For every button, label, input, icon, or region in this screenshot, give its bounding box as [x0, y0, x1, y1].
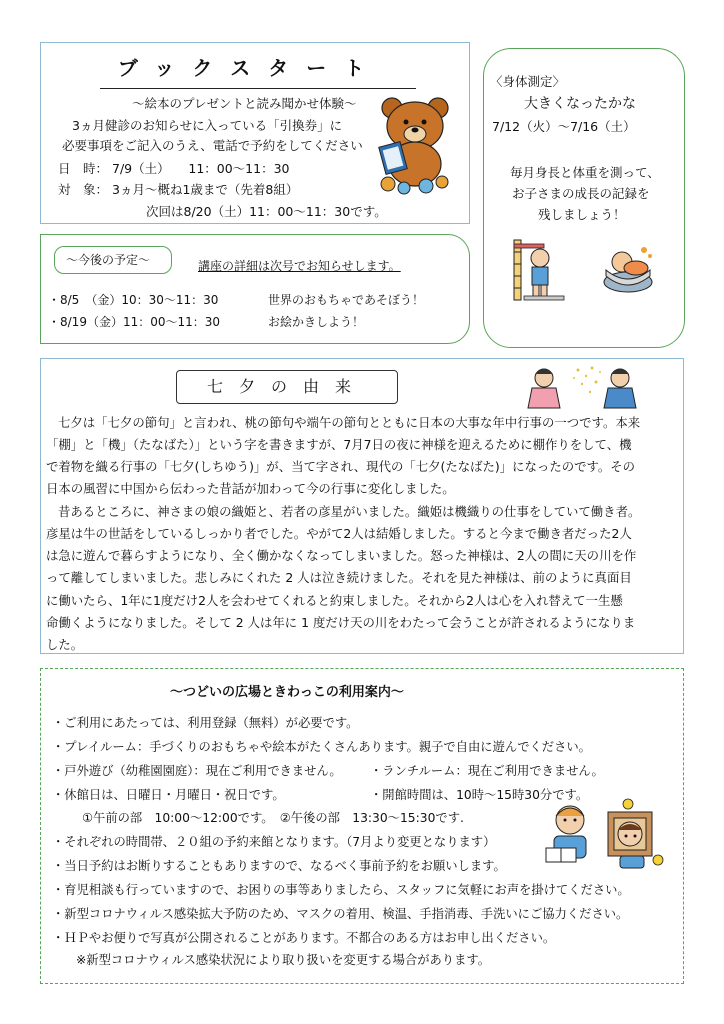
schedule-tag: ～今後の予定～: [66, 253, 151, 267]
height-measuring-child-illustration: [510, 238, 568, 302]
tanabata-line: 彦星は牛の世話をしているしっかり者でした。やがて2人は結婚しました。すると今まで働き者だった2人: [46, 526, 632, 541]
tanabata-line: で着物を織る行事の「七夕(しちゆう)」が、当て字され、現代の「七夕(たなばた)」になったのです。その: [46, 459, 636, 474]
schedule-item-title: お絵かきしよう！: [268, 315, 365, 329]
usage-line: ・ご利用にあたっては、利用登録（無料）が必要です。: [52, 716, 359, 730]
schedule-item-date: ・8/19（金）11：00～11：30: [48, 315, 221, 329]
measurement-desc3: 残しましょう！: [538, 207, 626, 222]
bookstart-date-label: 日 時：: [58, 161, 109, 176]
tanabata-line: って離してしまいました。悲しみにくれた 2 人は泣き続けました。それを見た神様は、前のように真面目: [46, 570, 632, 585]
measurement-desc2: お子さまの成長の記録を: [512, 186, 650, 201]
usage-line: ・休館日は、日曜日・月曜日・祝日です。: [52, 788, 285, 802]
tanabata-line: した。: [46, 637, 84, 652]
tanabata-line: は急に遊んで暮らすようになり、全く働かなくなってしまいました。怒った神様は、2人の間に天の川を作: [46, 548, 637, 563]
usage-note: ※新型コロナウィルス感染状況により取り扱いを変更する場合があります。: [76, 953, 491, 967]
usage-line: ・戸外遊び（幼稚園園庭）：現在ご利用できません。: [52, 764, 342, 778]
bookstart-date-value: 7/9（土） 11：00～11：30: [112, 161, 290, 176]
usage-hours: ①午前の部 10:00～12:00です。 ②午後の部 13:30～15:30です.: [82, 811, 464, 825]
measurement-heading: 〈身体測定〉: [490, 74, 566, 89]
bookstart-line1: 3ヵ月健診のお知らせに入っている「引換券」に: [72, 118, 343, 133]
measurement-desc1: 毎月身長と体重を測って、: [510, 165, 660, 180]
tanabata-title: 七夕の由来: [206, 377, 367, 396]
bookstart-target-label: 対 象：: [58, 182, 109, 197]
baby-scale-illustration: [600, 240, 656, 296]
bookstart-next: 次回は8/20（土）11：00～11：30です。: [146, 204, 387, 219]
schedule-note: 講座の詳細は次号でお知らせします。: [198, 259, 401, 273]
tanabata-line: に働いたら、1年に1度だけ2人を会わせてくれると約束しました。それから2人は心を入れ替えて一生懸: [46, 593, 623, 608]
title-underline: [100, 88, 416, 89]
tanabata-line: 昔あるところに、神さまの娘の織姫と、若者の彦星がいました。織姫は機織りの仕事をしていて働き者。: [58, 504, 641, 519]
tanabata-line: 命働くようになりました。そして 2 人は年に 1 度だけ天の川をわたって会うことが許されるようになりま: [46, 615, 636, 630]
usage-line: ・当日予約はお断りすることもありますので、なるべく事前予約をお願いします。: [52, 859, 506, 873]
usage-line: ・開館時間は、10時～15時30分です。: [370, 788, 589, 802]
bear-reading-book-illustration: [368, 92, 460, 198]
usage-line: ・それぞれの時間帯、２０組の予約来館となります。（7月より変更となります）: [52, 835, 496, 849]
usage-line: ・育児相談も行っていますので、お困りの事等ありましたら、スタッフに気軽にお声を掛けてください。: [52, 883, 630, 897]
bookstart-line2: 必要事項をご記入のうえ、電話で予約をしてください: [62, 138, 363, 153]
orihime-hikoboshi-illustration: [520, 364, 644, 412]
usage-line: ・新型コロナウィルス感染拡大予防のため、マスクの着用、検温、手指消毒、手洗いにご協力ください。: [52, 907, 629, 921]
usage-guide-title: ～つどいの広場ときわっこの利用案内～: [170, 685, 404, 700]
tanabata-line: 「棚」と「機」（たなばた）」という字を書きますが、7月7日の夜に神様を迎えるために棚作りをして、機: [46, 437, 632, 452]
children-playing-illustration: [542, 798, 668, 870]
schedule-item-title: 世界のおもちゃであそぼう！: [268, 293, 425, 307]
usage-line: ・ランチルーム：現在ご利用できません。: [370, 764, 604, 778]
measurement-dates: 7/12（火）～7/16（土）: [492, 119, 636, 134]
schedule-item-date: ・8/5 （金）10：30～11：30: [48, 293, 219, 307]
measurement-title: 大きくなったかな: [524, 96, 636, 112]
usage-line: ・ＨＰやお便りで写真が公開されることがあります。不都合のある方はお申し出ください。: [52, 931, 556, 945]
tanabata-line: 七夕は「七夕の節句」と言われ、桃の節句や端午の節句とともに日本の大事な年中行事の一つです。本来: [58, 415, 641, 430]
usage-line: ・プレイルーム：手づくりのおもちゃや絵本がたくさんあります。親子で自由に遊んでください。: [52, 740, 591, 754]
bookstart-target-value: 3ヵ月～概ね1歳まで（先着8組）: [112, 182, 299, 197]
bookstart-title: ブックスタート: [117, 56, 383, 80]
bookstart-subtitle: ～絵本のプレゼントと読み聞かせ体験～: [132, 96, 357, 111]
tanabata-line: 日本の風習に中国から伝わった昔話が加わって今の行事に変化しました。: [46, 481, 455, 496]
